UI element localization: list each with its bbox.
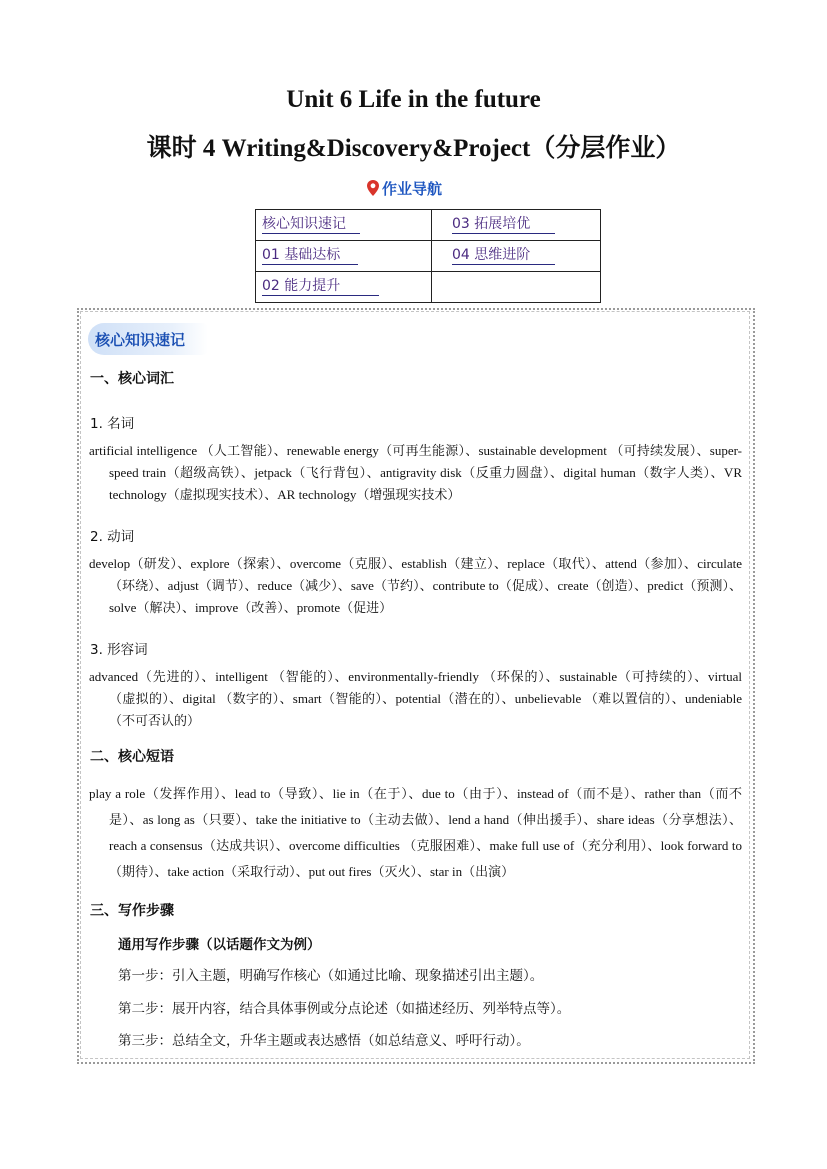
phrases-text: play a role（发挥作用）、lead to（导致）、lie in（在于）、due to（由于）、instead of（而不是）、rather than（而不是）、as long as（只要）、take the initiative to（主动去做）、lend a hand（伸出援手）、share ideas（分享想法）、reach a consensus（达成共识）、overcome difficulties （克服困难）、make full use of（充分利用）、look forward to（期待）、take action（采取行动）、put out fires（灭火）、star in（出演） [89,786,742,879]
writing-general: 通用写作步骤（以话题作文为例） [118,937,321,953]
nav-table [255,209,601,303]
writing-step-3: 第三步：总结全文，升华主题或表达感悟（如总结意义、呼吁行动）。 [118,1033,530,1049]
page-subtitle: 课时 4 Writing&Discovery&Project（分层作业） [146,135,681,162]
nav-cell-empty [432,272,601,303]
section-badge-label: 核心知识速记 [95,331,186,349]
section-badge [88,323,208,355]
nav-cell [432,210,601,241]
page-title: Unit 6 Life in the future [286,86,541,113]
nav-link-04[interactable]: 04 思维进阶 [452,247,555,265]
phrases-heading: 二、核心短语 [90,749,174,765]
nav-link-01[interactable]: 01 基础达标 [262,247,358,265]
location-pin-icon [366,179,380,197]
nav-link-02[interactable]: 02 能力提升 [262,278,379,296]
nav-cell [432,241,601,272]
nav-heading [366,177,442,199]
nouns-title: 1. 名词 [90,416,135,432]
nav-link-03[interactable]: 03 拓展培优 [452,216,555,234]
nouns-text: artificial intelligence （人工智能）、renewable energy（可再生能源）、sustainable development （可持续发展）、super-speed train（超级高铁）、jetpack（飞行背包）、antigravity disk（反重力圆盘）、digital human（数字人类）、VR technology（虚拟现实技术）、AR technology（增强现实技术） [89,443,742,502]
adj-title: 3. 形容词 [90,642,148,658]
writing-heading: 三、写作步骤 [90,903,174,919]
verbs-text: develop（研发）、explore（探索）、overcome（克服）、establish（建立）、replace（取代）、attend（参加）、circulate（环绕）、adjust（调节）、reduce（减少）、save（节约）、contribute to（促成）、create（创造）、predict（预测）、solve（解决）、improve（改善）、promote（促进） [89,556,742,615]
writing-step-1: 第一步：引入主题，明确写作核心（如通过比喻、现象描述引出主题）。 [118,968,544,984]
nav-cell [256,210,432,241]
writing-step-2: 第二步：展开内容，结合具体事例或分点论述（如描述经历、列举特点等）。 [118,1001,571,1017]
nav-cell [256,272,432,303]
vocab-heading: 一、核心词汇 [90,371,174,387]
nav-cell [256,241,432,272]
nav-heading-label: 作业导航 [382,179,443,198]
verbs-title: 2. 动词 [90,529,135,545]
nav-link-core[interactable]: 核心知识速记 [262,216,360,234]
adj-text: advanced（先进的）、intelligent （智能的）、environmentally-friendly （环保的）、sustainable（可持续的）、virtual（虚拟的）、digital （数字的）、smart（智能的）、potential（潜在的）、unbelievable （难以置信的）、undeniable（不可否认的） [89,669,742,728]
